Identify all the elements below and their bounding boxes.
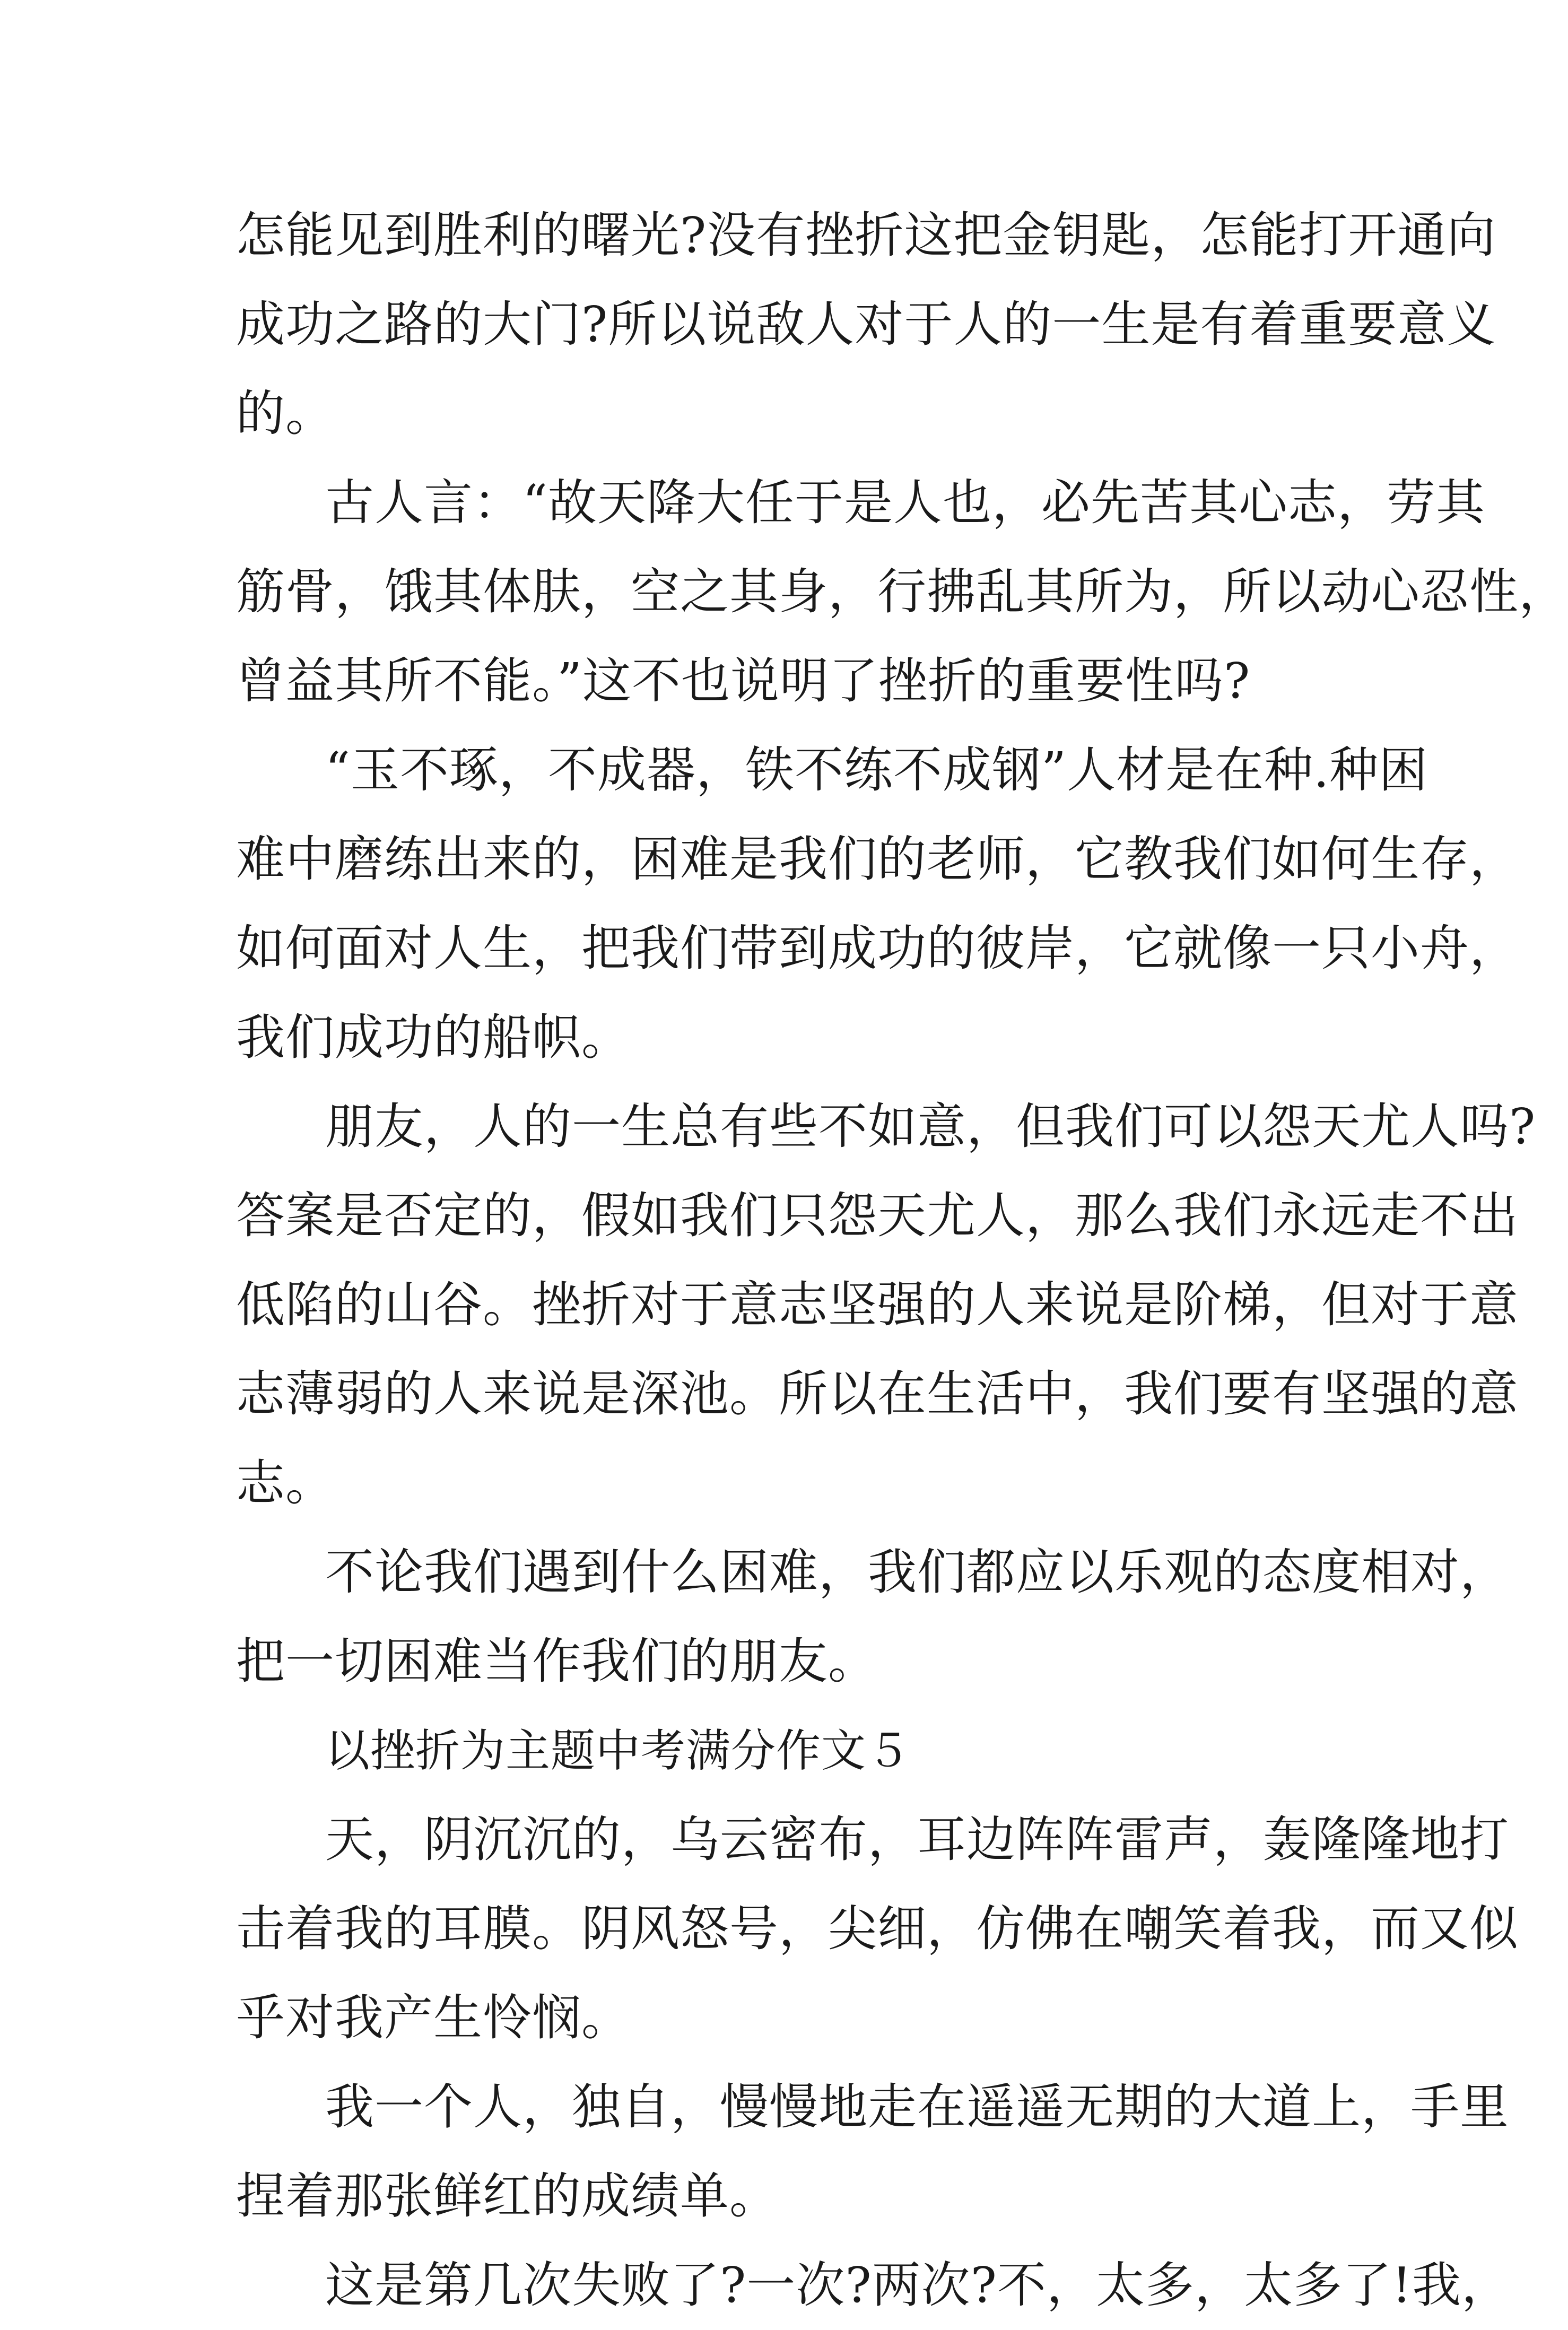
text-line: 答案是否定的，假如我们只怨天尤人，那么我们永远走不出 bbox=[236, 1187, 1519, 1244]
text-line: 把一切困难当作我们的朋友。 bbox=[236, 1633, 878, 1690]
text-line: 乎对我产生怜悯。 bbox=[236, 1989, 631, 2046]
text-line: 怎能见到胜利的曙光?没有挫折这把金钥匙，怎能打开通向 bbox=[236, 207, 1496, 264]
section-heading: 以挫折为主题中考满分作文５ bbox=[325, 1725, 912, 1777]
paragraph-start-line: 古人言：“故天降大任于是人也，必先苦其心志，劳其 bbox=[325, 474, 1486, 531]
essay-body bbox=[236, 191, 1568, 2330]
text-line: 难中磨练出来的，困难是我们的老师，它教我们如何生存， bbox=[236, 831, 1519, 888]
text-line: 我们成功的船帜。 bbox=[236, 1009, 631, 1066]
paragraph-start-line: 天，阴沉沉的，乌云密布，耳边阵阵雷声，轰隆隆地打 bbox=[325, 1811, 1510, 1868]
text-line: 低陷的山谷。挫折对于意志坚强的人来说是阶梯，但对于意 bbox=[236, 1276, 1519, 1333]
paragraph-start-line: 不论我们遇到什么困难，我们都应以乐观的态度相对， bbox=[325, 1544, 1510, 1601]
text-line: 志。 bbox=[236, 1455, 335, 1511]
paragraph-start-line: 这是第几次失败了?一次?两次?不，太多，太多了!我， bbox=[325, 2257, 1511, 2314]
text-line: 捏着那张鲜红的成绩单。 bbox=[236, 2168, 779, 2224]
text-line: 击着我的耳膜。阴风怒号，尖细，仿佛在嘲笑着我，而又似 bbox=[236, 1900, 1519, 1957]
paragraph-start-line: 我一个人，独自，慢慢地走在遥遥无期的大道上，手里 bbox=[325, 2079, 1510, 2135]
text-line: 的。 bbox=[236, 385, 335, 442]
text-line: 筋骨，饿其体肤，空之其身，行拂乱其所为，所以动心忍性， bbox=[236, 563, 1568, 620]
paragraph-start-line: “玉不琢，不成器，铁不练不成钢”人材是在种.种困 bbox=[325, 742, 1428, 798]
text-line: 志薄弱的人来说是深池。所以在生活中，我们要有坚强的意 bbox=[236, 1366, 1519, 1422]
text-line: 如何面对人生，把我们带到成功的彼岸，它就像一只小舟， bbox=[236, 920, 1519, 977]
paragraph-start-line: 朋友，人的一生总有些不如意，但我们可以怨天尤人吗? bbox=[325, 1098, 1536, 1155]
text-line: 成功之路的大门?所以说敌人对于人的一生是有着重要意义 bbox=[236, 296, 1496, 353]
text-line: 曾益其所不能。”这不也说明了挫折的重要性吗? bbox=[236, 653, 1251, 709]
